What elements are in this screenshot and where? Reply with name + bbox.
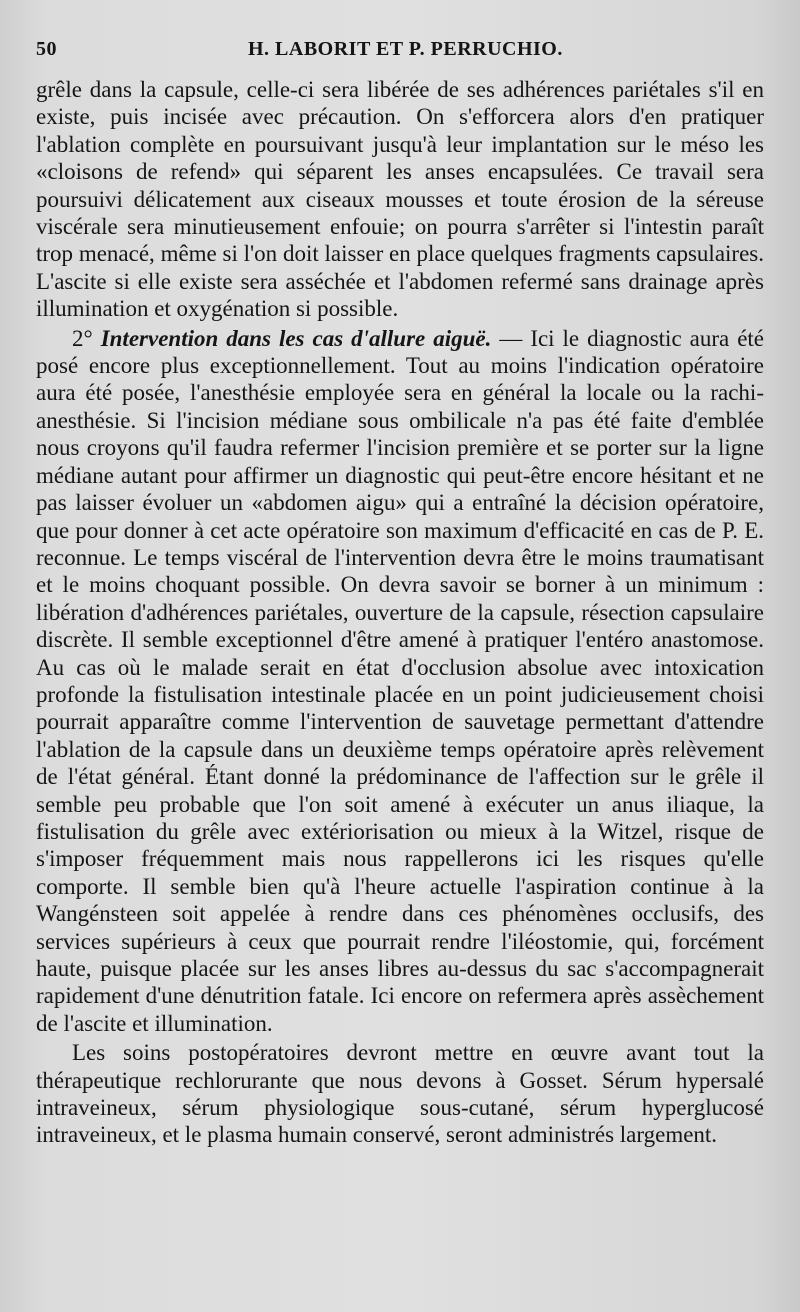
paragraph-continuation: grêle dans la capsule, celle-ci sera libérée de ses adhérences pariétales s'il en existe, puis incisée avec précaution. On s'efforcera alors d'en pratiquer l'ablation complète en poursuivant jusqu'à leur implantation sur le méso les «cloisons de refend» qui séparent les anses encapsulées. Ce travail sera poursuivi délicatement aux ciseaux mousses et toute érosion de la séreuse viscérale sera minutieusement enfouie; on pourra s'arrêter si l'intestin paraît trop menacé, même si l'on doit laisser en place quelques fragments capsulaires. L'ascite si elle existe sera asséchée et l'abdomen refermé sans drainage après illumination et oxygénation si possible. — [36, 77, 764, 322]
page-header — [36, 38, 766, 68]
paragraph-acute-intervention — [36, 325, 764, 1038]
paragraph-postoperative-care: Les soins postopératoires devront mettre en œuvre avant tout la thérapeutique rechlorurante que nous devons à Gosset. Sérum hypersalé intraveineux, sérum physiologique sous-cutané, sérum hyperglucosé intraveineux, et le plasma humain conservé, seront administrés largement. — [36, 1040, 764, 1148]
section-number: 2° — [72, 325, 93, 351]
running-head: H. LABORIT ET P. PERRUCHIO. — [248, 38, 563, 60]
body-text — [36, 76, 764, 1149]
section-body: — Ici le diagnostic aura été posé encore plus exceptionnellement. Tout au moins l'indication opératoire aura été posée, l'anesthésie employée sera en général la locale ou la rachi-anesthésie. Si l'incision médiane sous ombilicale n'a pas été faite d'emblée nous croyons qu'il faudra refermer l'incision première et se porter sur la ligne médiane autant pour affirmer un diagnostic qui peut-être encore hésitant et ne pas laisser évoluer un «abdomen aigu» qui a entraîné la décision opératoire, que pour donner à cet acte opératoire son maximum d'efficacité en cas de P. E. reconnue. Le temps viscéral de l'intervention devra être le moins traumatisant et le moins choquant possible. On devra savoir se borner à un minimum : libération d'adhérences pariétales, ouverture de la capsule, résection capsulaire discrète. Il semble exceptionnel d'être amené à pratiquer l'entéro anastomose. Au cas où le malade serait en état d'occlusion absolue avec intoxication profonde la fistulisation intestinale placée en un point judicieusement choisi pourrait apparaître comme l'intervention de sauvetage permettant d'attendre l'ablation de la capsule dans un deuxième temps opératoire après relèvement de l'état général. Étant donné la prédominance de l'affection sur le grêle il semble peu probable que l'on soit amené à exécuter un anus iliaque, la fistulisation du grêle avec extériorisation ou mieux à la Witzel, risque de s'imposer fréquemment mais nous rappellerons ici les risques qu'elle comporte. Il semble bien qu'à l'heure actuelle l'aspiration continue à la Wangénsteen soit appelée à rendre dans ces phénomènes occlusifs, des services supérieurs à ceux que pourrait rendre l'iléostomie, qui, forcément haute, puisque placée sur les anses libres au-dessus du sac s'accompagnerait rapidement d'une dénutrition fatale. Ici encore on refermera après assèchement de l'ascite et illumination. — [36, 325, 764, 1036]
page-number: 50 — [36, 38, 57, 60]
section-heading: Intervention dans les cas d'allure aiguë. — [100, 325, 492, 351]
